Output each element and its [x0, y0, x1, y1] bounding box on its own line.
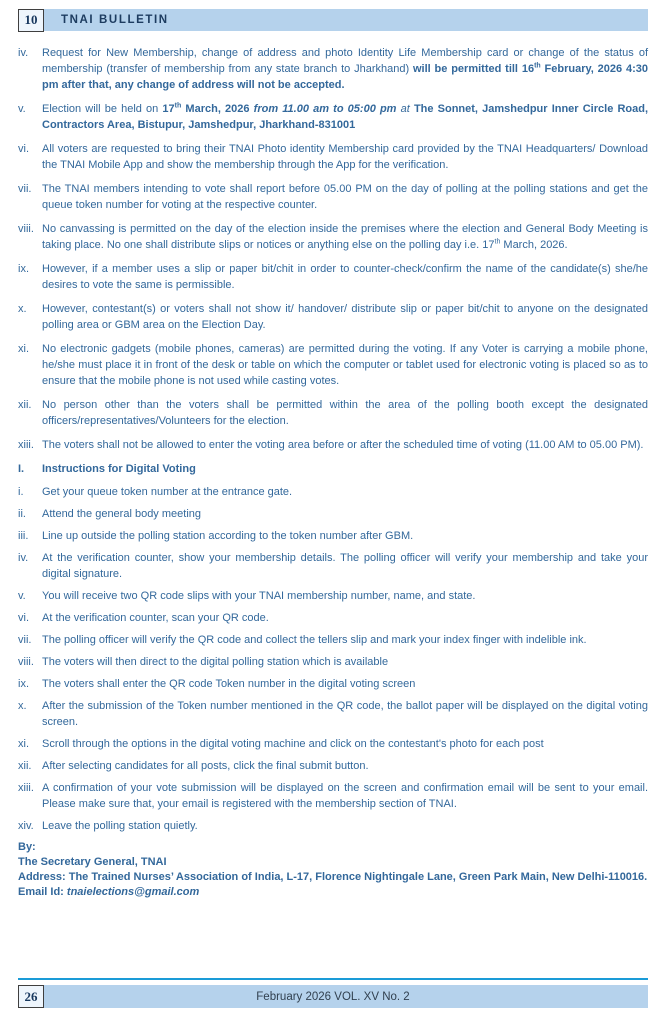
footer-issue-text: February 2026 VOL. XV No. 2	[256, 990, 410, 1003]
item-number: iii.	[18, 530, 29, 542]
footer-divider	[18, 978, 648, 981]
list-item	[18, 736, 648, 752]
item-text	[42, 301, 648, 333]
item-text	[42, 676, 648, 692]
footer-page-number: 26	[18, 985, 44, 1008]
list-item	[18, 610, 648, 626]
text-run: The voters shall not be allowed to enter the voting area before or after the scheduled time of voting (11.00 AM to 05.00 PM).	[42, 439, 644, 451]
text-run: The polling officer will verify the QR code and collect the tellers slip and mark your index finger with indelible ink.	[42, 634, 587, 646]
list-item	[18, 141, 648, 173]
text-run: However, if a member uses a slip or paper bit/chit in order to counter-check/confirm the name of the candidate(s) she/he desires to vote the same is permissible.	[42, 263, 648, 291]
list-item	[18, 506, 648, 522]
list-item	[18, 397, 648, 429]
item-text	[42, 632, 648, 648]
item-number: iv.	[18, 47, 29, 59]
item-text	[42, 736, 648, 752]
text-run: No person other than the voters shall be permitted within the area of the polling booth except the designated officers/representatives/Volunteers for the election.	[42, 399, 648, 427]
text-run: Address: The Trained Nurses’ Association of India, L-17, Florence Nightingale Lane, Green Park Main, New Delhi-110016.	[18, 871, 648, 883]
text-run: Request for New Membership, change of address and photo Identity Life Membership card or change of the status of membership (transfer of membership from any state branch to Jharkhand)	[42, 47, 648, 75]
text-run: Scroll through the options in the digital voting machine and click on the contestant's photo for each post	[42, 738, 544, 750]
item-number: ix.	[18, 678, 29, 690]
page-header	[18, 9, 648, 31]
heading-number: I.	[18, 463, 25, 475]
text-run: No canvassing is permitted on the day of the election inside the premises where the election and General Body Meeting is taking place. No one shall distribute slips or notices or anything else on the polling day i.e. 17	[42, 223, 648, 251]
item-text	[42, 101, 648, 133]
header-page-number: 10	[18, 9, 44, 32]
list-item	[18, 632, 648, 648]
text-run: Leave the polling station quietly.	[42, 820, 198, 832]
text-run: Get your queue token number at the entrance gate.	[42, 486, 293, 498]
signature-line	[18, 885, 648, 900]
page-footer	[18, 985, 648, 1008]
item-text	[42, 758, 648, 774]
list-item	[18, 550, 648, 582]
item-number: vi.	[18, 143, 29, 155]
item-text	[42, 550, 648, 582]
list-item	[18, 654, 648, 670]
text-run: The TNAI members intending to vote shall report before 05.00 PM on the day of polling at the polling stations and get the queue token number for voting at the respective counter.	[42, 183, 648, 211]
text-run: from 11.00 am to 05:00 pm	[253, 103, 401, 115]
item-text	[42, 528, 648, 544]
digital-voting-list	[18, 484, 648, 834]
text-run: Email Id:	[18, 886, 67, 898]
text-run: The voters will then direct to the digital polling station which is available	[42, 656, 389, 668]
item-text	[42, 654, 648, 670]
text-run: You will receive two QR code slips with your TNAI membership number, name, and state.	[42, 590, 476, 602]
item-number: vi.	[18, 612, 29, 624]
general-instructions-list	[18, 45, 648, 453]
digital-voting-heading	[18, 461, 648, 477]
text-run: All voters are requested to bring their TNAI Photo identity Membership card provided by the TNAI Headquarters/ Download the TNAI Mobile App and show the membership through the App for the verification.	[42, 143, 648, 171]
item-text	[42, 45, 648, 93]
list-item	[18, 341, 648, 389]
list-item	[18, 301, 648, 333]
item-number: vii.	[18, 634, 32, 646]
item-number: v.	[18, 590, 26, 602]
item-number: ix.	[18, 263, 29, 275]
text-run: By:	[18, 841, 36, 853]
text-run: However, contestant(s) or voters shall not show it/ handover/ distribute slip or paper bit/chit to anyone on the designated polling area or GBM area on the Election Day.	[42, 303, 648, 331]
signature-line	[18, 855, 648, 870]
signature-line	[18, 840, 648, 855]
item-text	[42, 221, 648, 253]
text-run: 17	[162, 103, 175, 115]
item-text	[42, 484, 648, 500]
item-number: xi.	[18, 738, 29, 750]
text-run: February, 2026 4:30 pm after that, any change of address will not be accepted.	[42, 63, 648, 91]
item-number: x.	[18, 700, 27, 712]
item-number: viii.	[18, 656, 34, 668]
item-text	[42, 341, 648, 389]
item-number: xi.	[18, 343, 29, 355]
item-number: x.	[18, 303, 27, 315]
text-run: March, 2026.	[500, 239, 568, 251]
text-run: Election will be held on	[42, 103, 163, 115]
list-item	[18, 261, 648, 293]
signature-block	[18, 840, 648, 900]
text-run: will be permitted till 16	[412, 63, 535, 75]
item-text	[42, 397, 648, 429]
text-run: The voters shall enter the QR code Token number in the digital voting screen	[42, 678, 416, 690]
list-item	[18, 45, 648, 93]
item-text	[42, 780, 648, 812]
signature-line	[18, 870, 648, 885]
list-item	[18, 780, 648, 812]
list-item	[18, 221, 648, 253]
item-text	[42, 818, 648, 834]
text-run: March, 2026	[181, 103, 254, 115]
list-item	[18, 818, 648, 834]
text-run: At the verification counter, show your membership details. The polling officer will verify your membership and take your digital signature.	[42, 552, 648, 580]
list-item	[18, 698, 648, 730]
list-item	[18, 676, 648, 692]
list-item	[18, 758, 648, 774]
text-run: th	[494, 238, 501, 246]
item-number: xii.	[18, 760, 32, 772]
item-text	[42, 506, 648, 522]
text-run: A confirmation of your vote submission will be displayed on the screen and confirmation email will be sent to your email. Please make sure that, your email is registered with the membership section of TNAI.	[42, 782, 648, 810]
text-run: th	[534, 62, 541, 70]
text-run: No electronic gadgets (mobile phones, cameras) are permitted during the voting. If any Voter is carrying a mobile phone, he/she must place it in front of the desk or table on which the computer or tablet used for electronic voting is placed so as to ensure that the mobile phone is not used while casting votes.	[42, 343, 648, 387]
item-number: xiv.	[18, 820, 34, 832]
item-number: xiii.	[18, 439, 34, 451]
page-footer-area	[18, 978, 648, 1009]
text-run: After the submission of the Token number mentioned in the QR code, the ballot paper will be displayed on the digital voting screen.	[42, 700, 648, 728]
text-run: At the verification counter, scan your QR code.	[42, 612, 269, 624]
list-item	[18, 181, 648, 213]
item-number: v.	[18, 103, 26, 115]
item-number: xiii.	[18, 782, 34, 794]
item-text	[42, 261, 648, 293]
text-run: The Secretary General, TNAI	[18, 856, 167, 868]
item-number: iv.	[18, 552, 29, 564]
item-text	[42, 698, 648, 730]
list-item	[18, 101, 648, 133]
list-item	[18, 437, 648, 453]
item-number: viii.	[18, 223, 34, 235]
item-text	[42, 610, 648, 626]
item-text	[42, 437, 648, 453]
text-run: at	[400, 103, 414, 115]
page-title: TNAI BULLETIN	[61, 14, 169, 26]
text-run: The Sonnet, Jamshedpur Inner Circle Road, Contractors Area, Bistupur, Jamshedpur, Jharkhand-831001	[42, 103, 649, 131]
item-number: xii.	[18, 399, 32, 411]
text-run: tnaielections@gmail.com	[66, 886, 200, 898]
item-text	[42, 181, 648, 213]
item-text	[42, 588, 648, 604]
text-run: After selecting candidates for all posts, click the final submit button.	[42, 760, 369, 772]
item-number: vii.	[18, 183, 32, 195]
item-number: ii.	[18, 508, 26, 520]
list-item	[18, 484, 648, 500]
text-run: Attend the general body meeting	[42, 508, 202, 520]
list-item	[18, 588, 648, 604]
item-text	[42, 141, 648, 173]
list-item	[18, 528, 648, 544]
text-run: th	[174, 102, 182, 110]
text-run: Line up outside the polling station according to the token number after GBM.	[42, 530, 414, 542]
item-number: i.	[18, 486, 24, 498]
bulletin-body	[0, 31, 667, 900]
heading-label: Instructions for Digital Voting	[42, 463, 196, 475]
